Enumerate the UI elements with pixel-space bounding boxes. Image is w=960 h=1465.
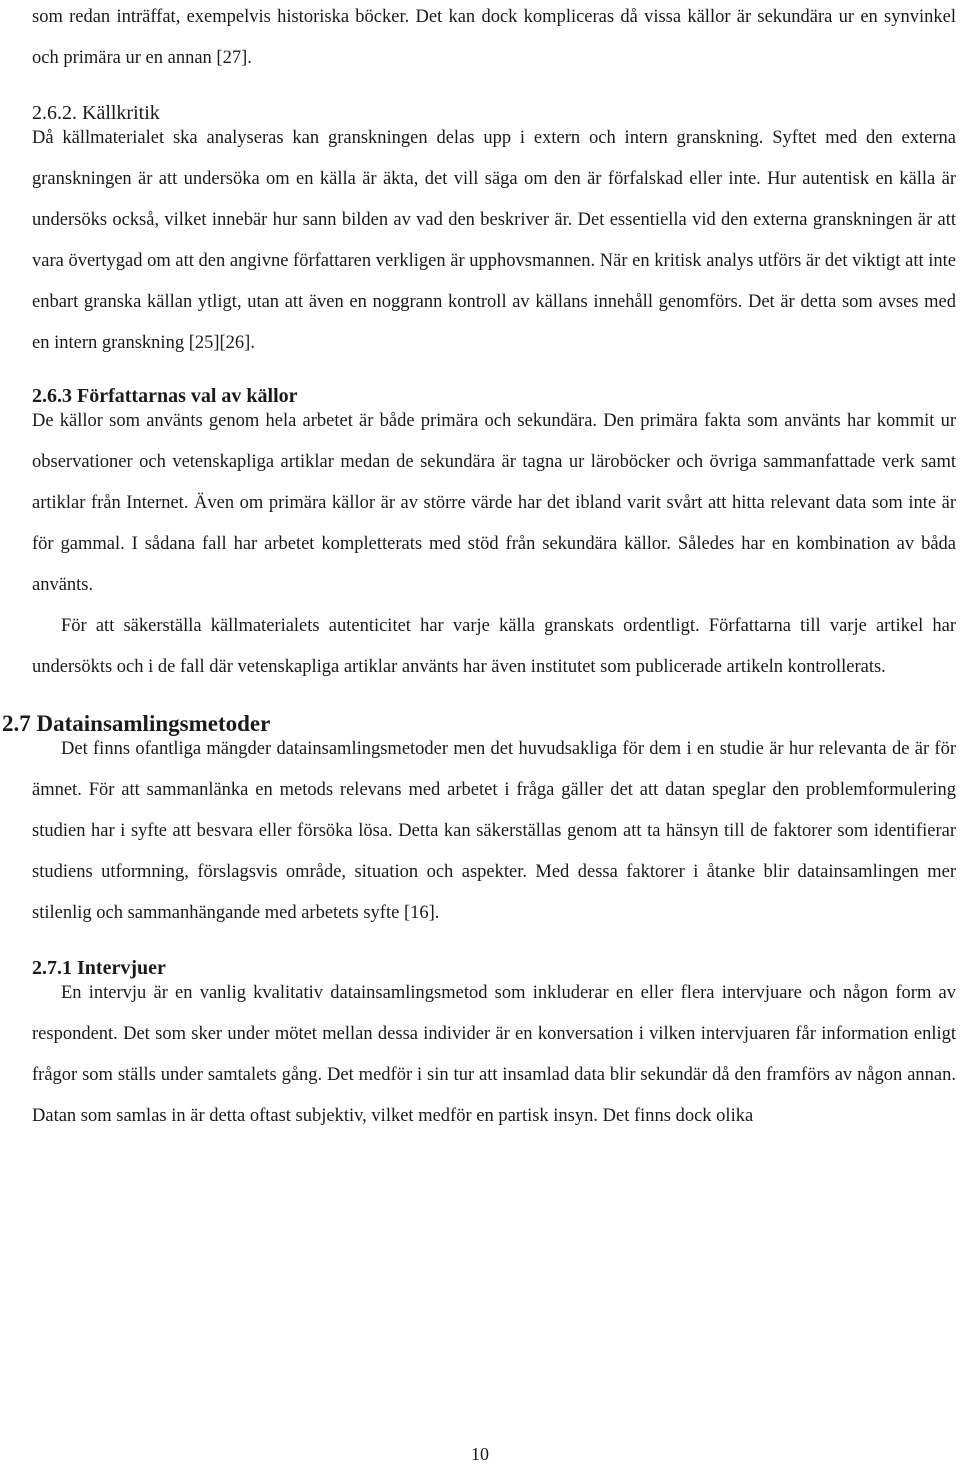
heading-27: 2.7 Datainsamlingsmetoder bbox=[2, 711, 271, 736]
heading-263: 2.6.3 Författarnas val av källor bbox=[32, 385, 298, 407]
page-number: 10 bbox=[471, 1444, 489, 1464]
document-page bbox=[2, 0, 956, 1137]
paragraph-top: som redan inträffat, exempelvis historiska böcker. Det kan dock kompliceras då vissa källor är sekundära ur en synvinkel och primära ur en annan [27]. bbox=[32, 7, 956, 68]
paragraph-263-a: De källor som använts genom hela arbetet är både primära och sekundära. Den primära fakta som använts har kommit ur observationer och vetenskapliga artiklar medan de sekundära är tagna ur läroböcker och övriga sammanfattade verk samt artiklar från Internet. Även om primära källor är av större värde har det ibland varit svårt att hitta relevant data som inte är för gammal. I sådana fall har arbetet kompletterats med stöd från sekundära källor. Således har en kombination av båda använts. bbox=[32, 411, 956, 595]
paragraph-263-b: För att säkerställa källmaterialets autenticitet har varje källa granskats ordentligt. Författarna till varje artikel har undersökts och i de fall där vetenskapliga artiklar använts har även institutet som publicerade artikeln kontrollerats. bbox=[32, 616, 956, 677]
heading-271: 2.7.1 Intervjuer bbox=[32, 957, 166, 979]
paragraph-271: En intervju är en vanlig kvalitativ datainsamlingsmetod som inkluderar en eller flera intervjuare och någon form av respondent. Det som sker under mötet mellan dessa individer är en konversation i vilken intervjuaren får information enligt frågor som ställs under samtalets gång. Det medför i sin tur att insamlad data blir sekundär då den framförs av någon annan. Datan som samlas in är detta oftast subjektiv, vilket medför en partisk insyn. Det finns dock olika bbox=[32, 983, 956, 1126]
paragraph-262: Då källmaterialet ska analyseras kan granskningen delas upp i extern och intern granskning. Syftet med den externa granskningen är att undersöka om en källa är äkta, det vill säga om den är förfalskad eller inte. Hur autentisk en källa är undersöks också, vilket innebär hur sann bilden av vad den beskriver är. Det essentiella vid den externa granskningen är att vara övertygad om att den angivne författaren verkligen är upphovsmannen. När en kritisk analys utförs är det viktigt att inte enbart granska källan ytligt, utan att även en noggrann kontroll av källans innehåll genomförs. Det är detta som avses med en intern granskning [25][26]. bbox=[32, 128, 956, 353]
paragraph-27: Det finns ofantliga mängder datainsamlingsmetoder men det huvudsakliga för dem i en studie är hur relevanta de är för ämnet. För att sammanlänka en metods relevans med arbetet i fråga gäller det att datan speglar den problemformulering studien har i syfte att besvara eller försöka lösa. Detta kan säkerställas genom att ta hänsyn till de faktorer som identifierar studiens utformning, förslagsvis område, situation och aspekter. Med dessa faktorer i åtanke blir datainsamlingen mer stilenlig och sammanhängande med arbetets syfte [16]. bbox=[32, 739, 956, 923]
heading-262: 2.6.2. Källkritik bbox=[32, 102, 160, 124]
